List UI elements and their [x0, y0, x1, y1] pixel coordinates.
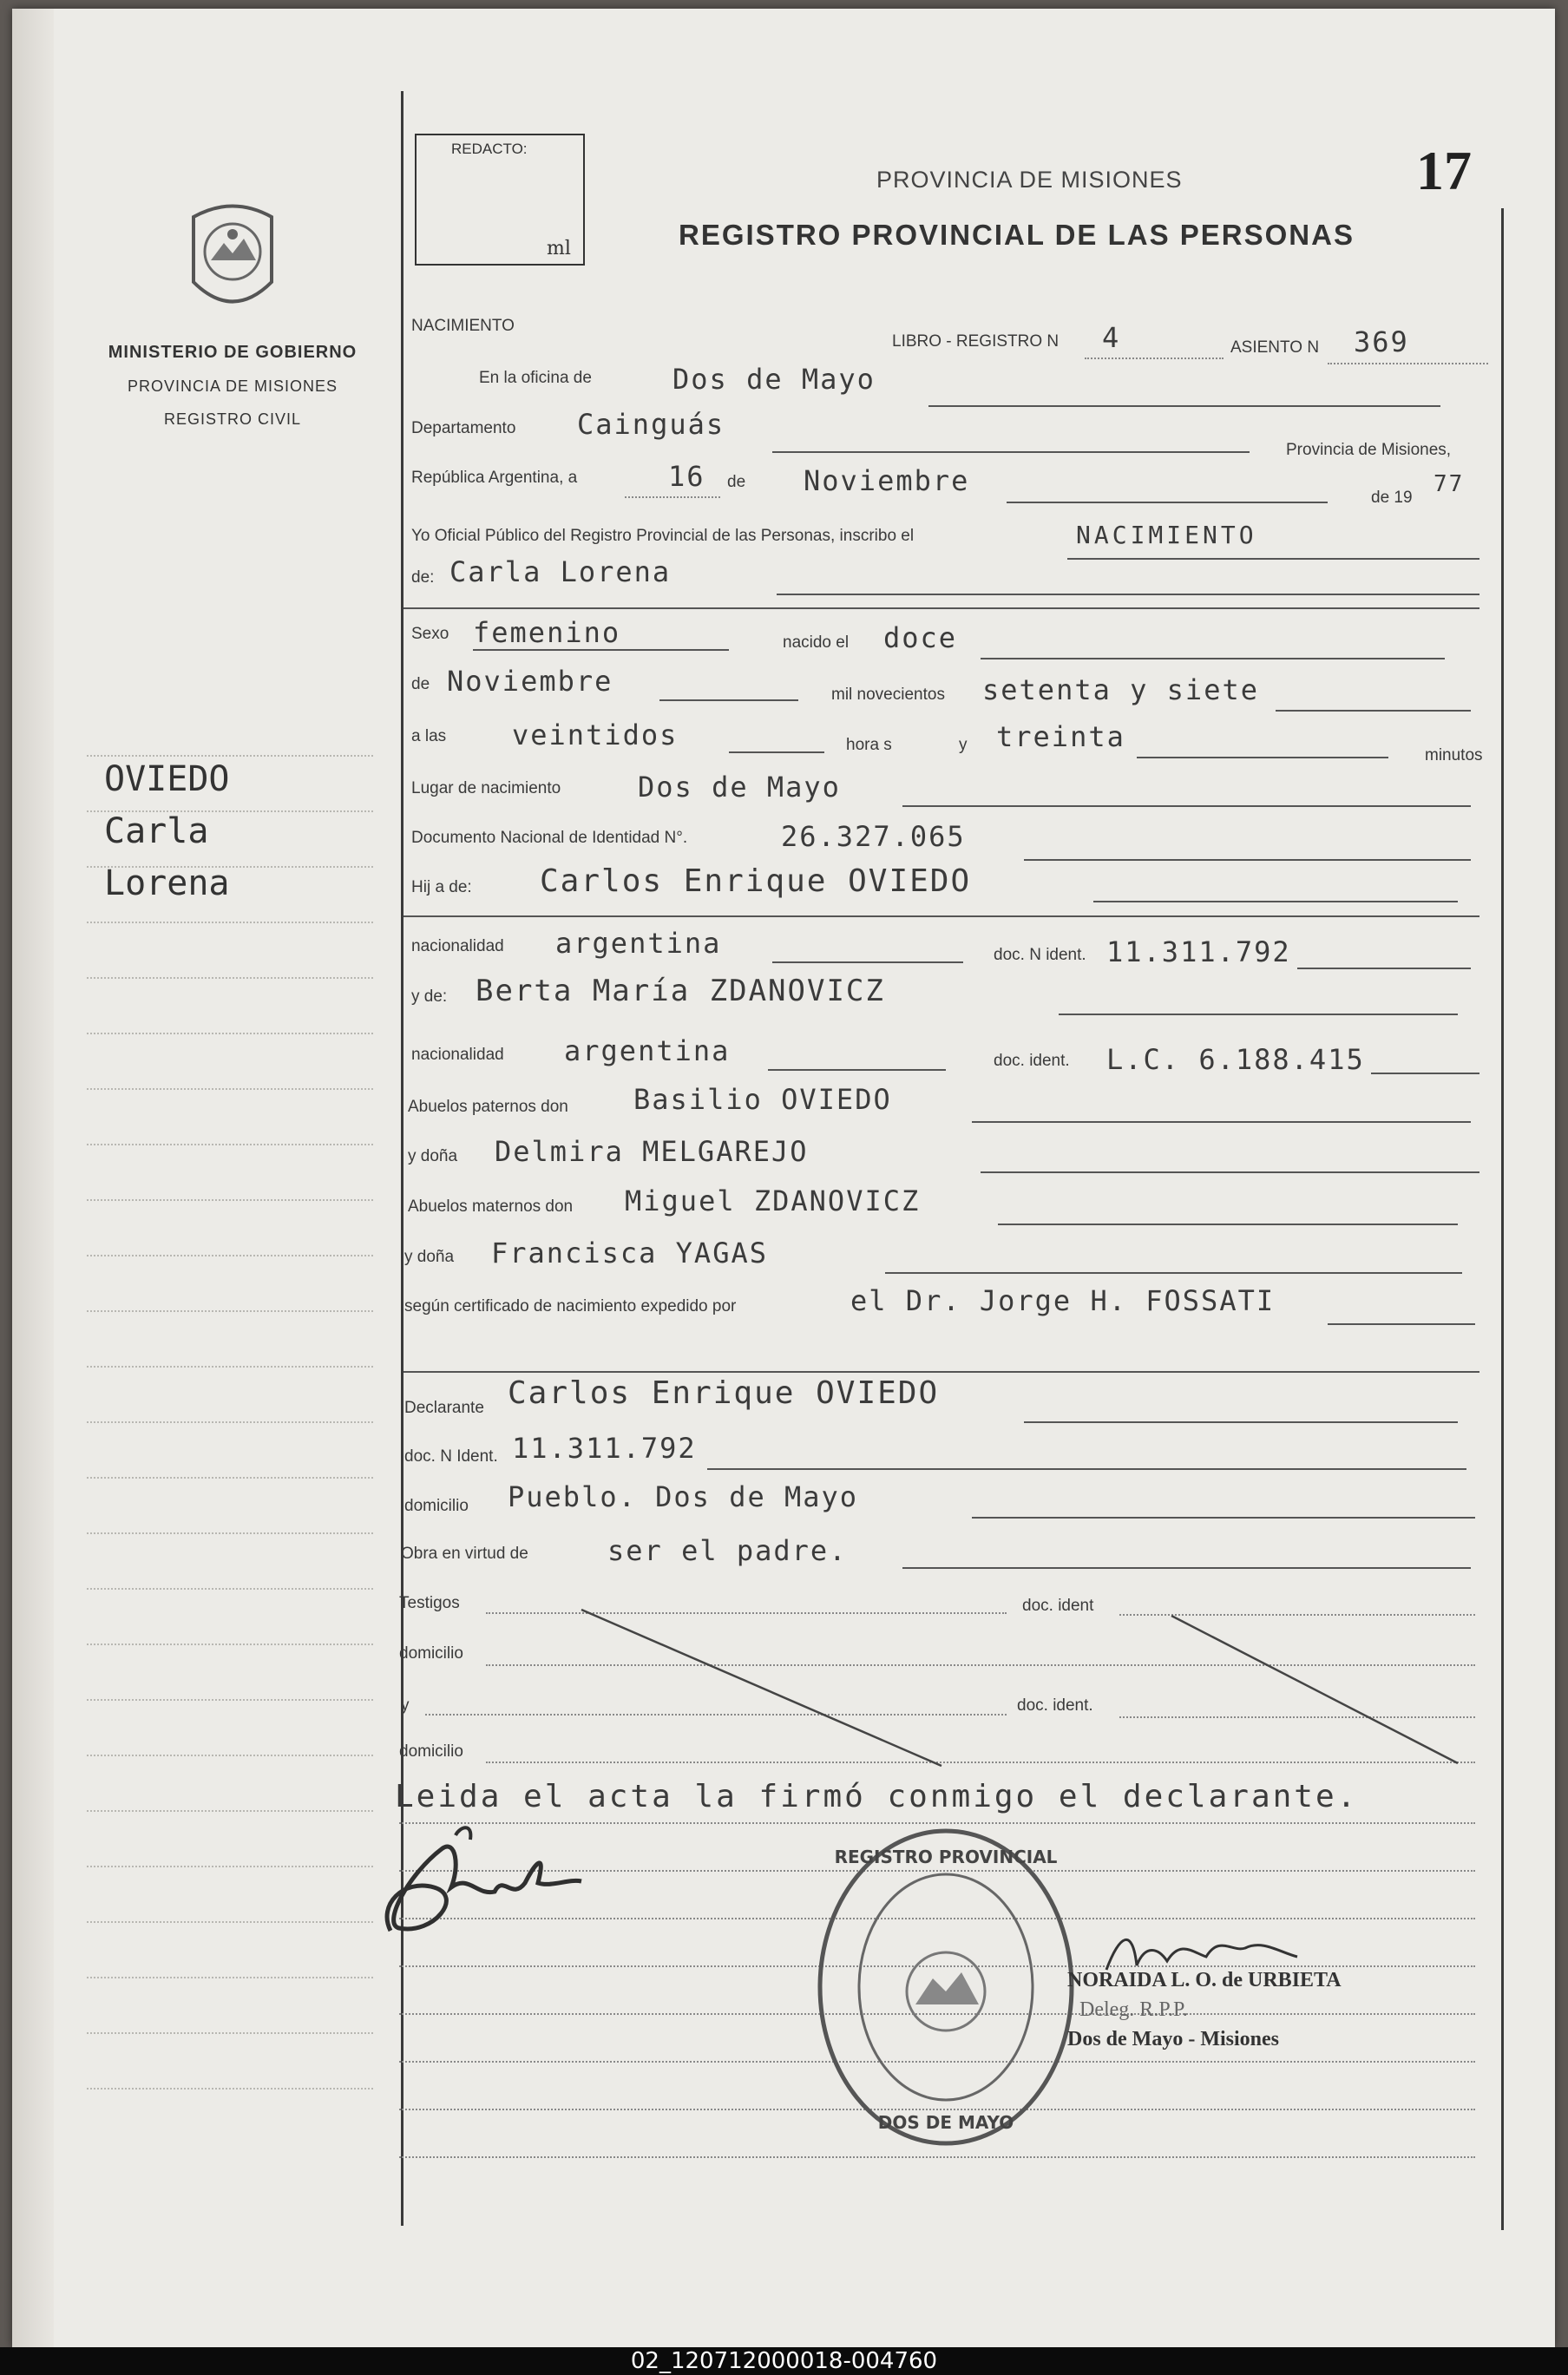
registry-title: REGISTRO PROVINCIAL DE LAS PERSONAS: [679, 219, 1355, 251]
ministry-registry: REGISTRO CIVIL: [163, 410, 302, 428]
asiento-value: 369: [1354, 325, 1409, 358]
testigos-label: Testigos: [399, 1594, 460, 1612]
registry-stamp-icon: [807, 1818, 1085, 2156]
official-role: Deleg. R.P.P.: [1079, 1998, 1188, 2021]
domicilio2-label: domicilio: [399, 1644, 463, 1663]
dona1-label: y doña: [408, 1147, 458, 1165]
doc-ident-label: doc. ident: [1022, 1597, 1094, 1615]
redacto-initials: ml: [547, 238, 571, 259]
de-mes-value: Noviembre: [447, 665, 613, 698]
dona2-value: Francisca YAGAS: [491, 1237, 768, 1270]
redacto-label: REDACTO:: [451, 141, 528, 157]
official-stamp-text: [1067, 1965, 1342, 2054]
de-label: de: [727, 473, 746, 491]
departamento-value: Cainguás: [577, 408, 725, 441]
de-anio-label: de 19: [1371, 489, 1413, 507]
mil-value: setenta y siete: [982, 673, 1259, 706]
lugar-label: Lugar de nacimiento: [411, 779, 561, 797]
doc2-label: doc. ident.: [994, 1052, 1070, 1070]
obra-value: ser el padre.: [607, 1534, 848, 1567]
dni-label: Documento Nacional de Identidad N°.: [411, 829, 688, 847]
lugar-value: Dos de Mayo: [638, 771, 841, 804]
nacido-label: nacido el: [783, 633, 850, 652]
abuelos-maternos-label: Abuelos maternos don: [408, 1197, 574, 1216]
closing-statement: Leida el acta la firmó conmigo el declarante.: [395, 1779, 1359, 1814]
abuelos-paternos-value: Basilio OVIEDO: [633, 1083, 892, 1116]
svg-text:DOS DE MAYO: DOS DE MAYO: [877, 2112, 1014, 2133]
sexo-label: Sexo: [411, 625, 449, 643]
margin-second-name: Lorena: [104, 863, 230, 903]
folio-number: 17: [1416, 140, 1472, 201]
nacionalidad1-label: nacionalidad: [411, 937, 504, 955]
y2-label: y: [401, 1696, 410, 1715]
anio-value: 77: [1434, 471, 1465, 497]
declarante-label: Declarante: [404, 1399, 484, 1417]
nacionalidad2-value: argentina: [564, 1034, 731, 1067]
padre-value: Carlos Enrique OVIEDO: [540, 863, 972, 899]
nacionalidad2-label: nacionalidad: [411, 1046, 504, 1064]
image-id-bar: 02_120712000018-004760: [0, 2347, 1568, 2375]
de-persona-label: de:: [411, 568, 435, 587]
madre-value: Berta María ZDANOVICZ: [476, 974, 885, 1008]
official-name: NORAIDA L. O. de URBIETA: [1067, 1969, 1342, 1991]
domicilio-label: domicilio: [404, 1497, 469, 1515]
domicilio3-label: domicilio: [399, 1742, 463, 1761]
departamento-label: Departamento: [411, 419, 516, 437]
doc1-label: doc. N ident.: [994, 946, 1086, 964]
asiento-label: ASIENTO N: [1230, 338, 1320, 357]
certificado-label: según certificado de nacimiento expedido por: [404, 1297, 737, 1315]
libro-value: 4: [1102, 321, 1121, 354]
oficina-label: En la oficina de: [479, 369, 592, 387]
obra-label: Obra en virtud de: [401, 1545, 528, 1563]
dni-value: 26.327.065: [781, 820, 966, 853]
dona2-label: y doña: [404, 1248, 455, 1266]
minutos-label: minutos: [1425, 746, 1483, 764]
alas-label: a las: [411, 727, 447, 745]
abuelos-paternos-label: Abuelos paternos don: [408, 1098, 568, 1116]
domicilio-value: Pueblo. Dos de Mayo: [508, 1480, 859, 1513]
province-header: PROVINCIA DE MISIONES: [876, 167, 1183, 193]
republica-label: República Argentina, a: [411, 469, 578, 487]
mil-label: mil novecientos: [831, 686, 945, 704]
margin-first-name: Carla: [104, 811, 209, 851]
declarante-value: Carlos Enrique OVIEDO: [508, 1375, 940, 1411]
nacionalidad1-value: argentina: [555, 927, 722, 960]
doc1-value: 11.311.792: [1106, 935, 1291, 968]
oficina-value: Dos de Mayo: [672, 363, 876, 396]
doc2-value: L.C. 6.188.415: [1106, 1043, 1365, 1076]
hora-label: hora s: [846, 736, 892, 754]
yo-oficial-value: NACIMIENTO: [1076, 521, 1257, 549]
sexo-value: femenino: [473, 616, 621, 649]
y-label: y: [959, 736, 968, 754]
ministry-province: PROVINCIA DE MISIONES: [127, 377, 338, 395]
ministry-title: MINISTERIO DE GOBIERNO: [108, 343, 358, 362]
de-mes-label: de: [411, 675, 430, 693]
doc-ident2-label: doc. ident.: [1017, 1696, 1093, 1715]
doc-declarante-value: 11.311.792: [512, 1432, 697, 1465]
declarant-signature-icon: [373, 1814, 599, 1944]
nacido-value: doce: [883, 621, 958, 654]
libro-label: LIBRO - REGISTRO N: [892, 332, 1060, 351]
yde-label: y de:: [411, 987, 448, 1006]
minutos-value: treinta: [996, 720, 1125, 753]
provincia-label: Provincia de Misiones,: [1286, 441, 1452, 459]
dona1-value: Delmira MELGAREJO: [495, 1135, 809, 1168]
dia-value: 16: [668, 460, 705, 493]
official-place: Dos de Mayo - Misiones: [1067, 2028, 1279, 2050]
mes-value: Noviembre: [804, 464, 970, 497]
hijo-label: Hij a de:: [411, 878, 472, 896]
horas-value: veintidos: [512, 718, 679, 751]
abuelos-maternos-value: Miguel ZDANOVICZ: [625, 1184, 921, 1217]
margin-surname: OVIEDO: [104, 759, 230, 799]
certificado-value: el Dr. Jorge H. FOSSATI: [850, 1284, 1276, 1317]
svg-text:REGISTRO PROVINCIAL: REGISTRO PROVINCIAL: [834, 1847, 1058, 1867]
section-label: NACIMIENTO: [411, 317, 515, 335]
persona-value: Carla Lorena: [449, 555, 672, 588]
doc-declarante-label: doc. N Ident.: [404, 1447, 498, 1466]
yo-oficial-label: Yo Oficial Público del Registro Provincial de las Personas, inscribo el: [411, 527, 915, 545]
